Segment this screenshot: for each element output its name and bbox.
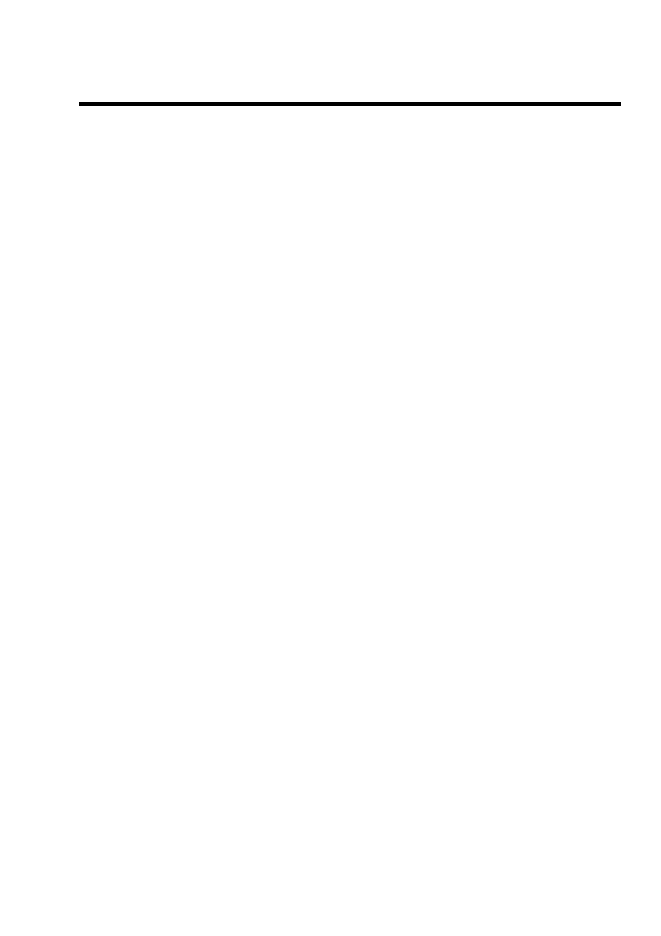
page-content	[79, 88, 616, 118]
table-1	[79, 102, 621, 106]
table-header-row	[80, 103, 621, 105]
column-header-indicator	[80, 103, 389, 105]
column-header-score	[389, 103, 621, 105]
